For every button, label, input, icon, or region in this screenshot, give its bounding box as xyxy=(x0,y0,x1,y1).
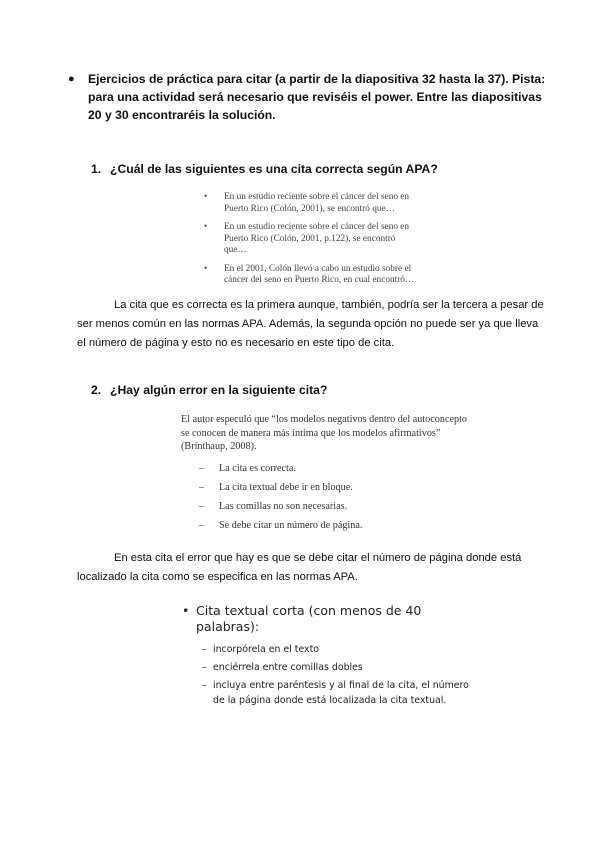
dash-icon: – xyxy=(199,501,205,512)
intro-text: Ejercicios de práctica para citar (a partir de la diapositiva 32 hasta la 37). Pista: para una actividad será necesario que reviséis el power. Entre las diapositivas 20 y 30 encontraréis la solución. xyxy=(88,72,546,122)
bullet-icon: • xyxy=(182,603,190,618)
slide-item-text: enciérrela entre comillas dobles xyxy=(213,662,363,673)
question-2-choices xyxy=(199,462,362,538)
choice-item xyxy=(199,500,362,519)
option-text: En un estudio reciente sobre el cáncer del seno en Puerto Rico (Colón, 2001), se encontró que… xyxy=(224,192,410,214)
question-1-answer xyxy=(77,296,547,353)
dash-icon: – xyxy=(199,482,205,493)
choice-text: La cita es correcta. xyxy=(219,463,296,474)
choice-item xyxy=(199,481,362,500)
choice-text: La cita textual debe ir en bloque. xyxy=(219,482,353,493)
question-1-options-image xyxy=(200,192,420,294)
slide-item xyxy=(202,660,482,675)
dash-icon: – xyxy=(202,662,207,673)
dash-icon: – xyxy=(202,680,207,691)
bullet-icon: • xyxy=(204,192,208,202)
bullet-icon: ● xyxy=(68,73,75,85)
bullet-icon: • xyxy=(204,263,208,274)
dash-icon: – xyxy=(199,463,205,474)
slide-item xyxy=(202,642,482,657)
question-2-answer xyxy=(77,549,547,587)
option-item xyxy=(200,222,420,257)
question-2-number: 2. xyxy=(91,383,102,397)
option-text: En el 2001, Colón llevó a cabo un estudio sobre el cáncer del seno en Puerto Rico, en cual encontró… xyxy=(224,263,415,285)
choice-item xyxy=(199,519,362,538)
answer-text: La cita que es correcta es la primera aunque, también, podría ser la tercera a pesar de ser menos común en las normas APA. Además, la segunda opción no puede ser ya que lleva el número de página y esto no es necesario en este tipo de cita. xyxy=(77,299,544,349)
question-2-quote: El autor especuló que “los modelos negativos dentro del autoconcepto se conocen de manera más íntima que los modelos afirmativos” (Brinthaup, 2008). xyxy=(181,414,468,452)
question-1-number: 1. xyxy=(91,162,102,176)
option-item xyxy=(200,264,420,287)
question-2-text: ¿Hay algún error en la siguiente cita? xyxy=(110,383,328,397)
question-1-text: ¿Cuál de las siguientes es una cita correcta según APA? xyxy=(110,162,438,176)
slide-item-text: incorpórela en el texto xyxy=(213,644,320,655)
dash-icon: – xyxy=(199,520,205,531)
slide-item xyxy=(202,678,482,708)
bullet-icon: • xyxy=(204,222,208,232)
slide-item-text: incluya entre paréntesis y al final de la cita, el número de la página donde está localizada la cita textual. xyxy=(213,680,469,706)
slide-excerpt-image xyxy=(182,603,482,711)
intro-instructions xyxy=(68,70,548,124)
choice-item xyxy=(199,462,362,481)
slide-title-text: Cita textual corta (con menos de 40 palabras): xyxy=(196,603,422,634)
option-item xyxy=(200,192,420,215)
dash-icon: – xyxy=(202,644,207,655)
choice-text: Se debe citar un número de página. xyxy=(219,520,363,531)
option-text: En un estudio reciente sobre el cáncer del seno en Puerto Rico (Colón, 2001, p.122), se encontró que… xyxy=(224,222,410,255)
answer-text: En esta cita el error que hay es que se debe citar el número de página donde está localizado la cita como se especifica en las normas APA. xyxy=(77,552,522,583)
slide-title xyxy=(182,603,482,635)
choice-text: Las comillas no son necesarias. xyxy=(219,501,348,512)
